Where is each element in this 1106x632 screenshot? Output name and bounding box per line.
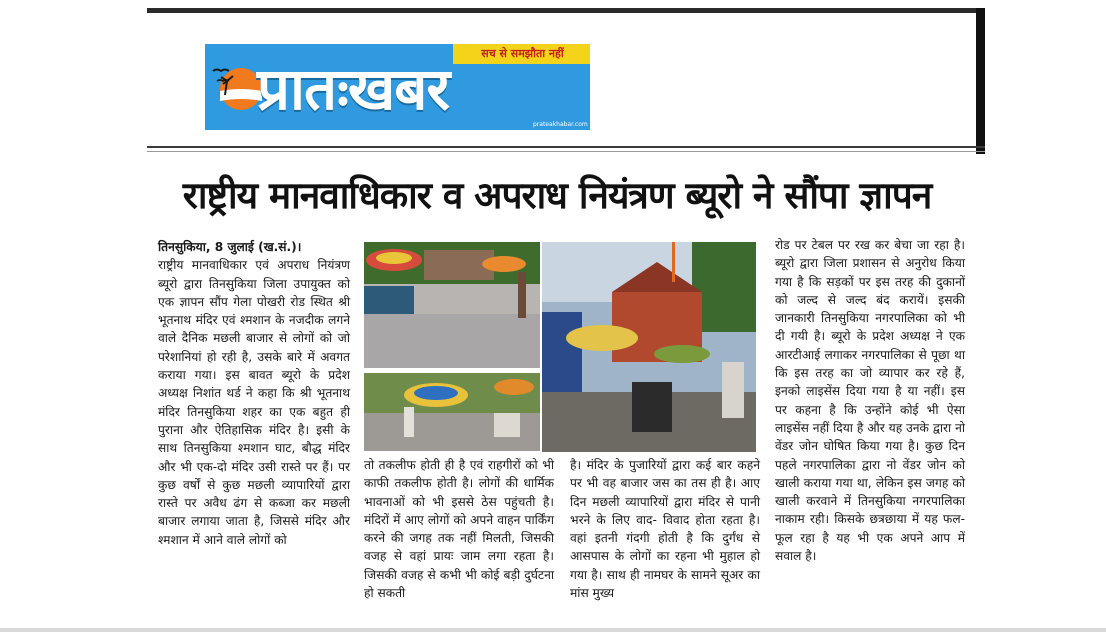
article-column-4-text: रोड पर टेबल पर रख कर बेचा जा रहा है। ब्यूरो द्वारा जिला प्रशासन से अनुरोध किया गया है कि सड़कों पर इस तरह की दुकानों को जल्द से जल्द बंद करायें। इसकी जानकारी तिनसुकिया नगरपालिका को भी दी गयी है। ब्यूरो के प्रदेश अध्यक्ष ने एक आरटीआई लगाकर नगरपालिका से पूछा था कि इस तरह का जो व्यापार कर रहे हैं, इनको लाइसेंस दिया गया है या नहीं। इस पर कहना है कि उन्होंने कोई भी ऐसा लाइसेंस नहीं दिया है और यह उनके द्वारा नो वेंडर जोन घोषित किया गया है। कुछ दिन पहले नगरपालिका द्वारा नो वेंडर जोन को खाली कराया गया था, लेकिन इस जगह को खाली करवाने में तिनसुकिया नगरपालिका नाकाम रही। किसके छत्रछाया में यह फल-फूल रहा है यह भी एक अपने आप में सवाल है। xyxy=(775,238,965,564)
bottom-page-edge xyxy=(0,628,1106,632)
masthead-site-url: prateakhabar.com xyxy=(533,121,588,128)
article-column-1 xyxy=(158,238,350,622)
article-headline: राष्ट्रीय मानवाधिकार व अपराध नियंत्रण ब्यूरो ने सौंपा ज्ञापन xyxy=(182,173,932,217)
article-column-3-text: है। मंदिर के पुजारियों द्वारा कई बार कहने पर भी वह बाजार जस का तस ही है। आए दिन मछली व्यापारियों द्वारा मंदिर से पानी भरने के लिए वाद- विवाद होता रहता है। वहां इतनी गंदगी होती है कि दुर्गंध से आसपास के लोगों का रहना भी मुहाल हो गया है। साथ ही नामघर के सामने सूअर का मांस मुख्य xyxy=(570,458,760,601)
masthead-divider-thin xyxy=(147,151,985,152)
top-rule xyxy=(147,8,985,13)
right-border-rule xyxy=(976,8,985,154)
photo-market-umbrellas xyxy=(364,373,540,451)
newspaper-brand-name: प्रातःखबर xyxy=(257,55,450,123)
article-column-4 xyxy=(775,236,965,622)
article-dateline: तिनसुकिया, 8 जुलाई (ख.सं.)। xyxy=(158,240,302,254)
photo-temple-and-stalls xyxy=(542,242,756,452)
article-column-1-text: राष्ट्रीय मानवाधिकार एवं अपराध नियंत्रण ब्यूरो द्वारा तिनसुकिया जिला उपायुक्त को एक ज्ञापन सौंप गेला पोखरी रोड स्थित श्री भूतनाथ मंदिर एवं श्मशान के नजदीक लगने वाले दैनिक मछली बाजार से लोगों को जो परेशानियां हो रही है, उसके बारे में अवगत कराया गया। इस बावत ब्यूरो के प्रदेश अध्यक्ष निशांत थर्ड ने कहा कि श्री भूतनाथ मंदिर तिनसुकिया शहर का एक बहुत ही पुराना और ऐतिहासिक मंदिर है। इसी के साथ तिनसुकिया श्मशान घाट, बौद्ध मंदिर और भी एक-दो मंदिर उसी रास्ते पर हैं। पर कुछ वर्षों से कुछ मछली व्यापारियों द्वारा रास्ते पर अवैध ढंग से कब्जा कर मछली बाजार लगाया जाता है, जिससे मंदिर और श्मशान में आने वाले लोगों को xyxy=(158,258,350,547)
masthead-tagline: सच से समझौता नहीं xyxy=(481,47,564,60)
article-column-2-text: तो तकलीफ होती ही है एवं राहगीरों को भी काफी तकलीफ होती है। लोगों की धार्मिक भावनाओं को भी इससे ठेस पहुंचती है। मंदिरों में आए लोगों को अपने वाहन पार्किंग करने की जगह तक नहीं मिलती, जिसकी वजह से वहां प्रायः जाम लगा रहता है। जिसकी वजह से कभी भी कोई बड़ी दुर्घटना हो सकती xyxy=(364,458,554,601)
article-column-3 xyxy=(570,456,760,622)
newspaper-masthead xyxy=(205,44,590,130)
article-column-2 xyxy=(364,456,554,622)
masthead-divider xyxy=(147,146,985,148)
photo-fish-market-street xyxy=(364,242,540,368)
